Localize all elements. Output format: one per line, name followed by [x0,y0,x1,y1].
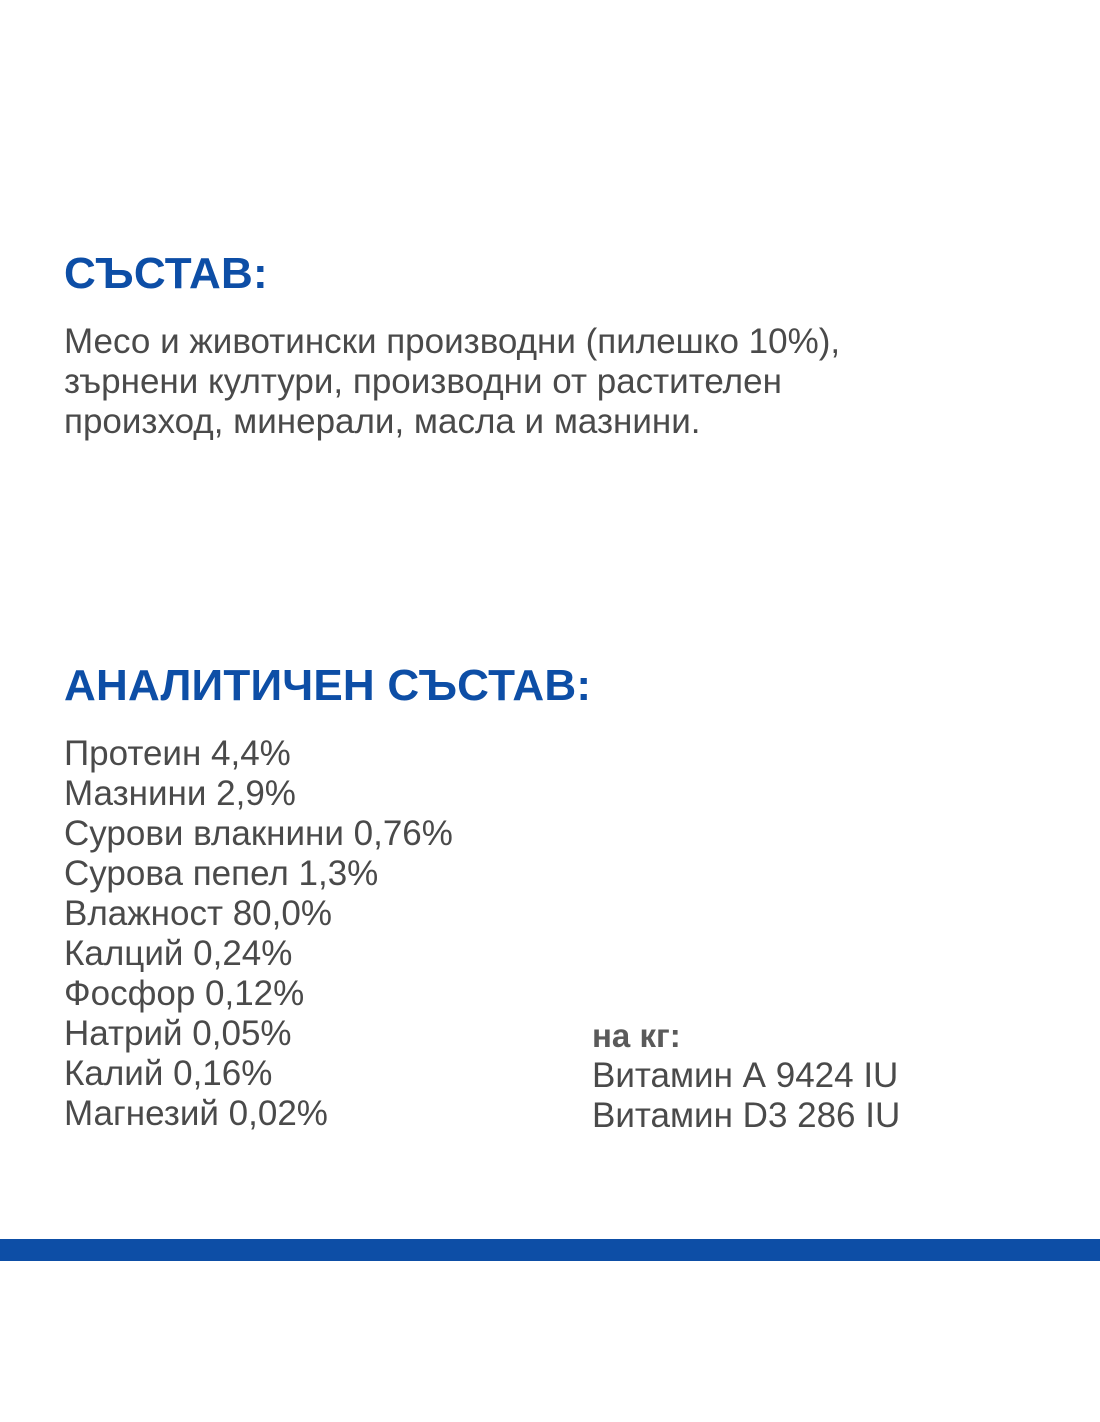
composition-line: зърнени култури, производни от растителен [64,362,782,401]
list-item: Сурова пепел 1,3% [64,854,379,893]
per-kg-label: на кг: [592,1017,681,1054]
list-item: Влажност 80,0% [64,894,332,933]
list-item: Витамин А 9424 IU [592,1056,899,1095]
vitamin-list [592,1056,900,1136]
accent-bar [0,1239,1100,1261]
list-item: Калий 0,16% [64,1054,273,1093]
composition-heading: СЪСТАВ: [64,249,268,298]
list-item: Сурови влакнини 0,76% [64,814,453,853]
analytical-composition-list [64,734,453,1134]
list-item: Протеин 4,4% [64,734,291,773]
list-item: Витамин D3 286 IU [592,1096,901,1135]
list-item: Калций 0,24% [64,934,293,973]
list-item: Фосфор 0,12% [64,974,305,1013]
list-item: Мазнини 2,9% [64,774,296,813]
per-kg-section [592,1016,900,1136]
analytical-composition-heading: АНАЛИТИЧЕН СЪСТАВ: [64,661,592,710]
composition-text [64,322,1024,442]
list-item: Натрий 0,05% [64,1014,292,1053]
composition-line: произход, минерали, масла и мазнини. [64,402,701,441]
list-item: Магнезий 0,02% [64,1094,328,1133]
composition-line: Месо и животински производни (пилешко 10%), [64,322,841,361]
